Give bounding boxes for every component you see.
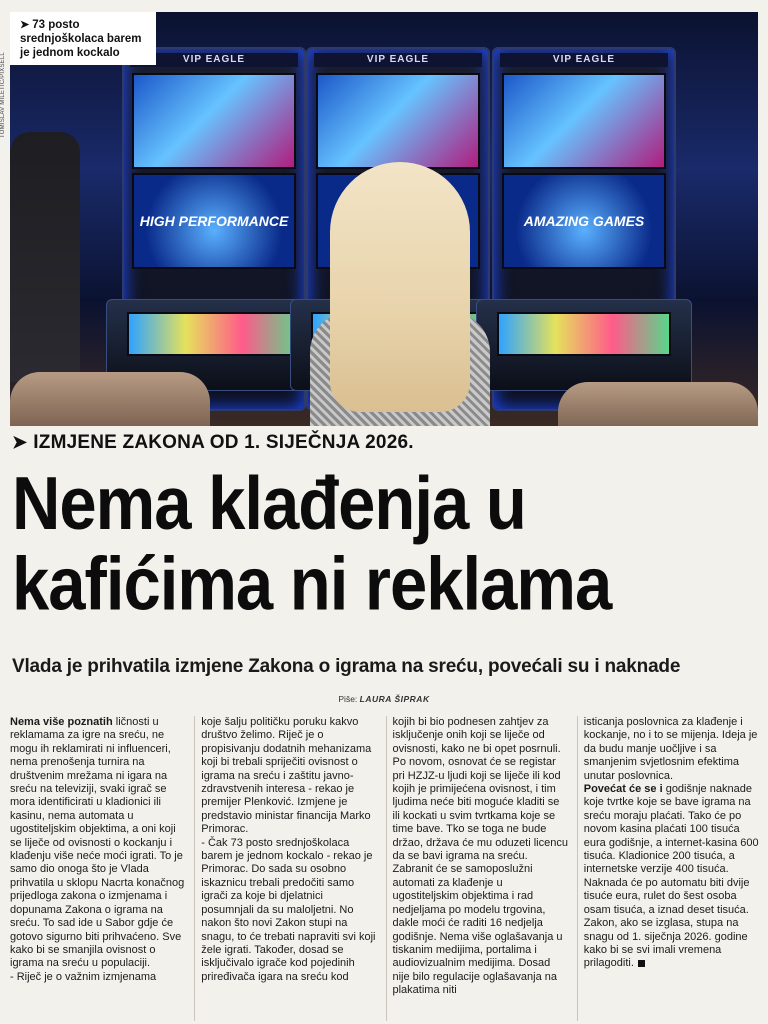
machine-screen-text: HIGH PERFORMANCE <box>132 173 296 269</box>
slot-machine-right <box>492 47 676 411</box>
photo-credit: TOMISLAV MILETIĆ/PIXSELL <box>0 52 6 138</box>
body-column-4 <box>577 716 760 1021</box>
body-column-1 <box>8 716 186 1021</box>
blonde-woman-figure <box>300 162 500 426</box>
caption-text: 73 posto srednjoškolaca barem je jednom kockalo <box>20 19 142 59</box>
photo-caption <box>10 12 156 65</box>
machine-brand: VIP EAGLE <box>130 53 298 67</box>
chair <box>558 382 758 426</box>
slot-machine-left <box>122 47 306 411</box>
lead-in: Nema više poznatih <box>10 716 113 728</box>
end-mark-icon <box>638 960 645 967</box>
paragraph: isticanja poslovnica za klađenje i kockanje, no i to se mijenja. Ideja je da budu manje uočljive i sa smanjenim svjetlosnim efektima unutar poslovnica. <box>583 716 758 782</box>
paragraph: koje šalju političku poruku kakvo društvo želimo. Riječ je o propisivanju dodatnih mehanizama koji bi trebali spriječiti ovisnost o igrama na sreću i zaštitu javno-zdravstvenih interesa - rekao je premijer Plenković. Izmjene je predstavio ministar financija Marko Primorac. <box>201 716 372 836</box>
machine-brand: VIP EAGLE <box>500 53 668 67</box>
byline-label: Piše: <box>338 694 358 704</box>
paragraph: - Čak 73 posto srednjoškolaca barem je jednom kockalo - rekao je Primorac. Do sada su osobno iskaznicu trebali predočiti samo igrači za koje bi djelatnici posumnjali da su maloljetni. No nakon što novi Zakon stupi na snagu, to će trebati napraviti svi koji žele igrati. Također, dosad se isključivalo igrače kod pojedinih priređivača igara na sreću kod <box>201 836 376 983</box>
byline <box>0 694 768 704</box>
machine-brand: VIP EAGLE <box>314 53 482 67</box>
body-column-2 <box>194 716 377 1021</box>
casino-photo <box>10 12 758 426</box>
chair <box>10 372 210 426</box>
lead-in: Povećat će se i <box>583 783 663 796</box>
body-column-3 <box>386 716 569 1021</box>
paragraph: godišnje naknade koje tvrtke koje se bave igrama na sreću moraju plaćati. Tako će po novom kasina plaćati 100 tisuća eura godišnje, a internet-kasina 600 tisuća. Kladionice 200 tisuća, a internetske verzije 400 tisuća. Naknada će po automatu biti dvije tisuće eura, rulet do šest osoba osam tisuća, a iznad deset tisuća. Zakon, ako se izglasa, stupa na snagu od 1. siječnja 2026. godine kako bi se svi imali vremena prilagoditi. <box>583 783 759 970</box>
subheadline: Vlada je prihvatila izmjene Zakona o igrama na sreću, povećali su i naknade <box>12 656 681 677</box>
paragraph: ličnosti u reklamama za igre na sreću, ne mogu ih reklamirati ni influenceri, nema prenošenja turnira na društvenim mrežama ni igara na sreću na televiziji, svaki igrač se mora identificirati u kladionici ili kasinu, nema automata u ugostiteljskim objektima, a oni koji se liječe od ovisnosti o kockanju i klađenju više neće moći igrati. To je samo dio onoga što je Vlada prihvatila u sklopu Nacrta konačnog prijedloga zakona o izmjenama i dopunama Zakona o igrama na sreću. To sad ide u Sabor gdje će gotovo sigurno biti prihvaćeno. Sve kako bi se smanjila ovisnost o igrama na sreću u populaciji. <box>10 716 185 970</box>
arrow-icon: ➤ <box>20 19 30 31</box>
kicker <box>12 432 414 454</box>
person-silhouette <box>10 132 80 382</box>
article-body <box>8 716 760 1021</box>
machine-screen-text: AMAZING GAMES <box>502 173 666 269</box>
byline-author: LAURA ŠIPRAK <box>359 694 430 704</box>
paragraph: - Riječ je o važnim izmjenama <box>10 970 157 983</box>
headline: Nema klađenja u kafićima ni reklama <box>12 461 612 627</box>
kicker-text: IZMJENE ZAKONA OD 1. SIJEČNJA 2026. <box>33 432 414 453</box>
paragraph: kojih bi bio podnesen zahtjev za isključenje onih koji se liječe od ovisnosti, kako ne bi opet posrnuli. Po novom, osnovat će se registar pri HZJZ-u ljudi koji se liječe ili kod kojih je primijećena ovisnost, i tim ljudima neće biti moguće kladiti se ili kockati u svim tvrtkama koje se time bave. Tko se toga ne bude držao, država će mu oduzeti licencu da se bavi igrama na sreću. Zabranit će se samoposlužni automati za klađenje u ugostiteljskim objektima i rad nedjeljama po modelu trgovina, dakle moći će raditi 16 nedjelja godišnje. Nema više oglašavanja u tiskanim medijima, portalima i audiovizualnim medijima. Dosad nije bilo regulacije oglašavanja na plakatima niti <box>392 716 568 997</box>
arrow-icon: ➤ <box>12 432 28 452</box>
